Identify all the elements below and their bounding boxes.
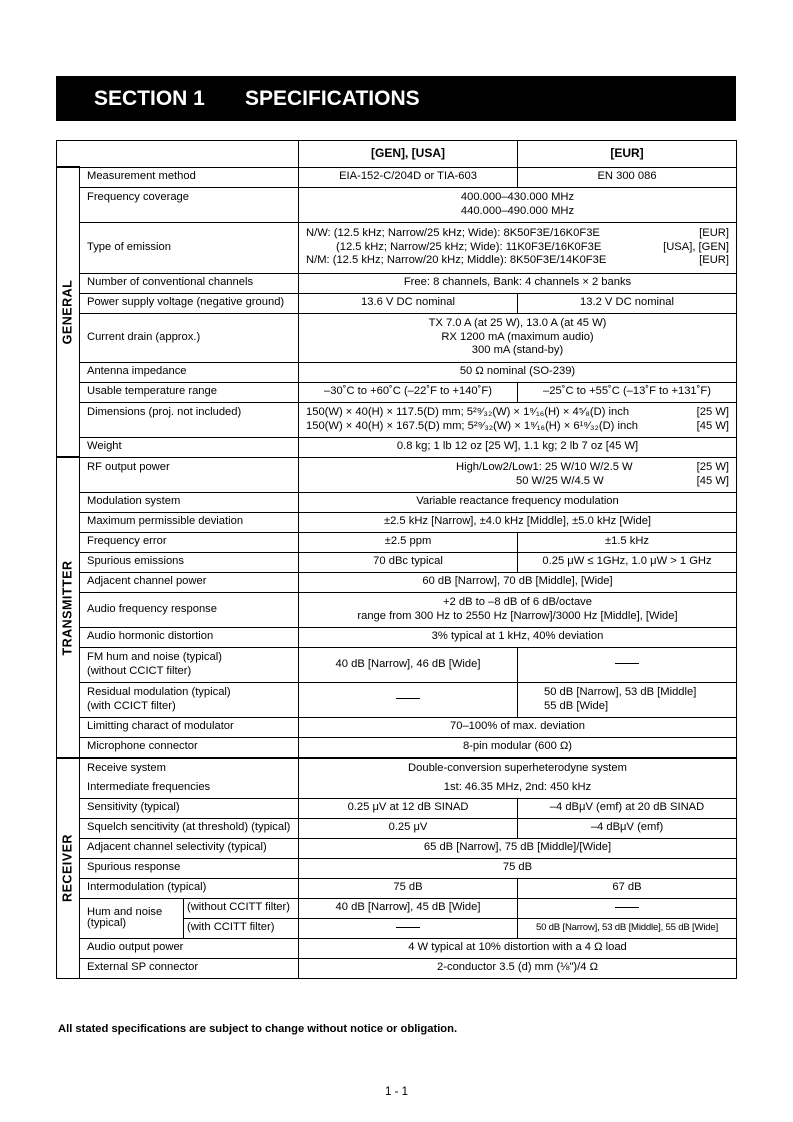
specifications-table [56,140,737,979]
value-cell [299,457,737,492]
gen-value: ±2.5 ppm [299,532,518,552]
value-line: 50 W/25 W/4.5 W [516,474,604,487]
table-row [57,273,737,293]
value-line: N/W: (12.5 kHz; Narrow/25 kHz; Wide): 8K50F3E/16K0F3E [306,227,600,240]
model-tag: [45 W] [696,419,729,432]
value-cell: 4 W typical at 10% distortion with a 4 Ω load [299,938,737,958]
value-cell: 0.8 kg; 1 lb 12 oz [25 W], 1.1 kg; 2 lb 7 oz [45 W] [299,437,737,457]
gen-value: 40 dB [Narrow], 46 dB [Wide] [299,647,518,682]
table-row [57,313,737,362]
row-label: Audio hormonic distortion [80,627,299,647]
table-row [57,382,737,402]
row-label: Spurious emissions [80,552,299,572]
table-row [57,758,737,778]
table-row [57,492,737,512]
dash [396,698,420,699]
row-label: Power supply voltage (negative ground) [80,293,299,313]
label-line: Residual modulation (typical) [87,686,231,698]
footnote: All stated specifications are subject to change without notice or obligation. [58,1023,458,1035]
label-line: (without CCICT filter) [87,664,192,677]
eur-value: –4 dBμV (emf) [518,818,737,838]
section-label-receiver: RECEIVER [57,758,80,978]
row-label: Receive system [80,758,299,778]
section-number: SECTION 1 [94,86,205,110]
gen-value: –30˚C to +60˚C (–22˚F to +140˚F) [299,382,518,402]
row-label: Maximum permissible deviation [80,512,299,532]
value-cell: 8-pin modular (600 Ω) [299,737,737,757]
table-row [57,938,737,958]
model-tag: [45 W] [696,474,729,487]
gen-value: 13.6 V DC nominal [299,293,518,313]
gen-value: 70 dBc typical [299,552,518,572]
sub-label: (with CCITT filter) [184,918,299,938]
eur-value: –4 dBμV (emf) at 20 dB SINAD [518,798,737,818]
table-row [57,647,737,682]
row-label: Number of conventional channels [80,273,299,293]
table-row [57,627,737,647]
row-label: Weight [80,437,299,457]
value-line: TX 7.0 A (at 25 W), 13.0 A (at 45 W) [428,317,607,330]
value-line: RX 1200 mA (maximum audio) [441,330,594,343]
value-cell [299,313,737,362]
value-line: range from 300 Hz to 2550 Hz [Narrow]/3000 Hz [Middle], [Wide] [357,609,678,622]
row-label: Frequency error [80,532,299,552]
row-label: Intermodulation (typical) [80,878,299,898]
region-tag: [USA], [GEN] [663,240,729,253]
row-label: Microphone connector [80,737,299,757]
table-row [57,858,737,878]
column-header-gen-usa: [GEN], [USA] [299,141,518,168]
row-label: Limitting charact of modulator [80,717,299,737]
label-line: (with CCICT filter) [87,699,176,712]
eur-value: 13.2 V DC nominal [518,293,737,313]
region-tag: [EUR] [699,227,729,240]
table-row [57,572,737,592]
row-label: Antenna impedance [80,362,299,382]
value-cell: 60 dB [Narrow], 70 dB [Middle], [Wide] [299,572,737,592]
row-label [80,647,299,682]
table-row [57,457,737,492]
gen-value: 75 dB [299,878,518,898]
value-line: 400.000–430.000 MHz [460,191,575,203]
value-cell: 2-conductor 3.5 (d) mm (⅛")/4 Ω [299,958,737,978]
table-row [57,552,737,572]
eur-value-none [518,898,737,918]
table-row [57,532,737,552]
table-row [57,778,737,798]
row-label: Current drain (approx.) [80,313,299,362]
table-row [57,798,737,818]
table-row [57,958,737,978]
row-label: Measurement method [80,167,299,187]
value-line: N/M: (12.5 kHz; Narrow/20 kHz; Middle): 8K50F3E/14K0F3E [306,254,607,267]
page-number: 1 - 1 [384,1086,408,1098]
value-line: +2 dB to –8 dB of 6 dB/octave [443,596,592,608]
value-cell: 70–100% of max. deviation [299,717,737,737]
gen-value: 40 dB [Narrow], 45 dB [Wide] [299,898,518,918]
value-line: (12.5 kHz; Narrow/25 kHz; Wide): 11K0F3E/16K0F3E [336,240,602,253]
table-row [57,592,737,627]
row-label [80,898,184,938]
table-row [57,898,737,918]
row-label: Spurious response [80,858,299,878]
table-row [57,362,737,382]
table-row [57,293,737,313]
eur-value [518,682,737,717]
region-tag: [EUR] [699,254,729,267]
value-cell [299,592,737,627]
value-line: 150(W) × 40(H) × 117.5(D) mm; 5²⁹⁄₃₂(W) × 1⁹⁄₁₆(H) × 4⁵⁄₈(D) inch [306,406,630,418]
row-label: Audio frequency response [80,592,299,627]
row-label: Intermediate frequencies [80,778,299,798]
row-label: Sensitivity (typical) [80,798,299,818]
table-header-row [57,141,737,168]
value-line: 50 dB [Narrow], 53 dB [Middle] [544,686,697,698]
eur-value: 50 dB [Narrow], 53 dB [Middle], 55 dB [Wide] [518,918,737,938]
dash [615,663,639,664]
value-line: 55 dB [Wide] [544,699,609,712]
value-cell: 50 Ω nominal (SO-239) [299,362,737,382]
value-cell [299,222,737,273]
table-row [57,167,737,187]
value-cell: 1st: 46.35 MHz, 2nd: 450 kHz [299,778,737,798]
dash [615,907,639,908]
value-cell [299,402,737,437]
value-cell: 3% typical at 1 kHz, 40% deviation [299,627,737,647]
row-label: Usable temperature range [80,382,299,402]
eur-value: EN 300 086 [518,167,737,187]
value-line: High/Low2/Low1: 25 W/10 W/2.5 W [456,461,633,473]
label-line: Hum and noise [87,906,163,918]
table-row [57,222,737,273]
value-cell: Free: 8 channels, Bank: 4 channels × 2 banks [299,273,737,293]
row-label: Dimensions (proj. not included) [80,402,299,437]
column-header-eur: [EUR] [518,141,737,168]
table-row [57,402,737,437]
model-tag: [25 W] [696,461,729,473]
eur-value: 0.25 μW ≤ 1GHz, 1.0 μW > 1 GHz [518,552,737,572]
eur-value: 67 dB [518,878,737,898]
value-line: 440.000–490.000 MHz [460,204,575,217]
row-label: Type of emission [80,222,299,273]
value-cell: 65 dB [Narrow], 75 dB [Middle]/[Wide] [299,838,737,858]
section-label-transmitter: TRANSMITTER [57,457,80,758]
value-line: 150(W) × 40(H) × 167.5(D) mm; 5²⁹⁄₃₂(W) × 1⁹⁄₁₆(H) × 6¹⁹⁄₃₂(D) inch [306,419,639,432]
row-label: Squelch sencitivity (at threshold) (typical) [80,818,299,838]
row-label: Modulation system [80,492,299,512]
section-name: SPECIFICATIONS [245,86,420,110]
table-row [57,187,737,222]
row-label: RF output power [80,457,299,492]
row-label [80,682,299,717]
sub-label: (without CCITT filter) [184,898,299,918]
gen-value: 0.25 μV [299,818,518,838]
section-title-bar [56,76,736,121]
value-cell: 75 dB [299,858,737,878]
value-cell: ±2.5 kHz [Narrow], ±4.0 kHz [Middle], ±5.0 kHz [Wide] [299,512,737,532]
table-row [57,737,737,757]
row-label: Audio output power [80,938,299,958]
table-row [57,682,737,717]
value-cell [299,187,737,222]
value-cell: Double-conversion superheterodyne system [299,758,737,778]
label-line: FM hum and noise (typical) [87,651,222,663]
dash [396,927,420,928]
table-row [57,717,737,737]
section-label-general: GENERAL [57,167,80,457]
value-cell: Variable reactance frequency modulation [299,492,737,512]
eur-value: ±1.5 kHz [518,532,737,552]
gen-value: EIA-152-C/204D or TIA-603 [299,167,518,187]
eur-value-none [518,647,737,682]
table-row [57,437,737,457]
row-label: Frequency coverage [80,187,299,222]
gen-value-none [299,682,518,717]
row-label: Adjacent channel selectivity (typical) [80,838,299,858]
eur-value: –25˚C to +55˚C (–13˚F to +131˚F) [518,382,737,402]
gen-value: 0.25 μV at 12 dB SINAD [299,798,518,818]
table-row [57,838,737,858]
table-row [57,818,737,838]
table-row [57,878,737,898]
label-line: (typical) [87,916,127,929]
table-row [57,512,737,532]
row-label: External SP connector [80,958,299,978]
value-line: 300 mA (stand-by) [471,344,564,357]
gen-value-none [299,918,518,938]
model-tag: [25 W] [696,406,729,418]
row-label: Adjacent channel power [80,572,299,592]
